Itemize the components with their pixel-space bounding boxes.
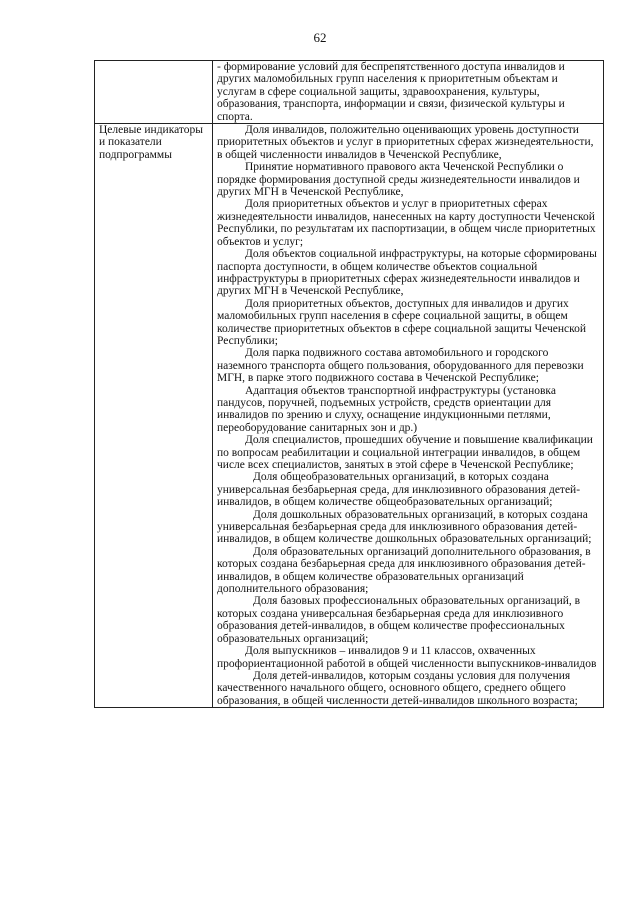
subprogram-passport-table — [94, 60, 604, 708]
indicator-paragraph: Доля выпускников – инвалидов 9 и 11 классов, охваченных профориентационной работой в общей численности выпускников-инвалидов — [217, 645, 597, 670]
indicator-paragraph: Доля инвалидов, положительно оценивающих уровень доступности приоритетных объектов и услуг в приоритетных сферах жизнедеятельности, в общей численности инвалидов в Чеченской Республике, — [217, 124, 594, 161]
indicator-paragraph: Доля специалистов, прошедших обучение и повышение квалификации по вопросам реабилитации и социальной интеграции инвалидов, в общем числе всех специалистов, занятых в этой сфере в Чеченской Республике; — [217, 434, 593, 471]
row-label-cell: Целевые индикаторы и показатели подпрограммы — [95, 124, 213, 708]
row-value-cell — [213, 124, 604, 708]
task-text: - формирование условий для беспрепятственного доступа инвалидов и других маломобильных групп населения к приоритетным объектам и услугам в сфере социальной защиты, здравоохранения, культуры, образования, транспорта, информации и связи, физической культуры и спорта. — [217, 61, 565, 123]
table-row — [95, 124, 604, 708]
indicator-paragraph: Адаптация объектов транспортной инфраструктуры (установка пандусов, поручней, подъемных устройств, средств ориентации для инвалидов по зрению и слуху, оснащение индукционными петлями, переоборудование санитарных зон и др.) — [217, 384, 556, 434]
indicator-paragraph: Доля парка подвижного состава автомобильного и городского наземного транспорта общего пользования, оборудованного для перевозки МГН, в парке этого подвижного состава в Чеченской Республике; — [217, 347, 584, 385]
row-label-cell — [95, 61, 213, 124]
indicator-paragraph: Доля объектов социальной инфраструктуры, на которые сформированы паспорта доступности, в общем количестве объектов социальной инфраструктуры в приоритетных сферах жизнедеятельности инвалидов и других МГН в Чеченской Республике, — [217, 248, 597, 298]
indicator-paragraph: Доля базовых профессиональных образовательных организаций, в которых создана универсальная безбарьерная среда для инклюзивного образования детей-инвалидов, в общем количестве профессиональных образовательных организаций; — [217, 595, 581, 645]
row-value-cell — [213, 61, 604, 124]
indicator-paragraph: Принятие нормативного правового акта Чеченской Республики о порядке формирования доступной среды жизнедеятельности инвалидов и других МГН в Чеченской Республике, — [217, 161, 580, 199]
table-row — [95, 61, 604, 124]
indicator-paragraph: Доля образовательных организаций дополнительного образования, в которых создана безбарьерная среда для инклюзивного образования детей-инвалидов, в общем количестве образовательных организаций дополнительного образования; — [217, 545, 591, 596]
page-number: 62 — [313, 30, 327, 45]
indicator-paragraph: Доля приоритетных объектов, доступных для инвалидов и других маломобильных групп населения в сфере социальной защиты, в общем количестве приоритетных объектов в сфере социальной защиты Чеченской Республики; — [217, 297, 586, 347]
indicator-paragraph: Доля детей-инвалидов, которым созданы условия для получения качественного начального общего, основного общего, среднего общего образования, в общей численности детей-инвалидов школьного возраста; — [217, 669, 578, 707]
indicator-paragraph: Доля общеобразовательных организаций, в которых создана универсальная безбарьерная среда, для инклюзивного образования детей-инвалидов, в общем количестве общеобразовательных организаций; — [217, 471, 581, 509]
indicator-paragraph: Доля приоритетных объектов и услуг в приоритетных сферах жизнедеятельности инвалидов, нанесенных на карту доступности Чеченской Республики, по результатам их паспортизации, в общем числе приоритетных объектов и услуг; — [217, 198, 596, 248]
indicator-paragraph: Доля дошкольных образовательных организаций, в которых создана универсальная безбарьерная среда для инклюзивного образования детей-инвалидов, в общем количестве дошкольных образовательных организаций; — [217, 508, 592, 546]
